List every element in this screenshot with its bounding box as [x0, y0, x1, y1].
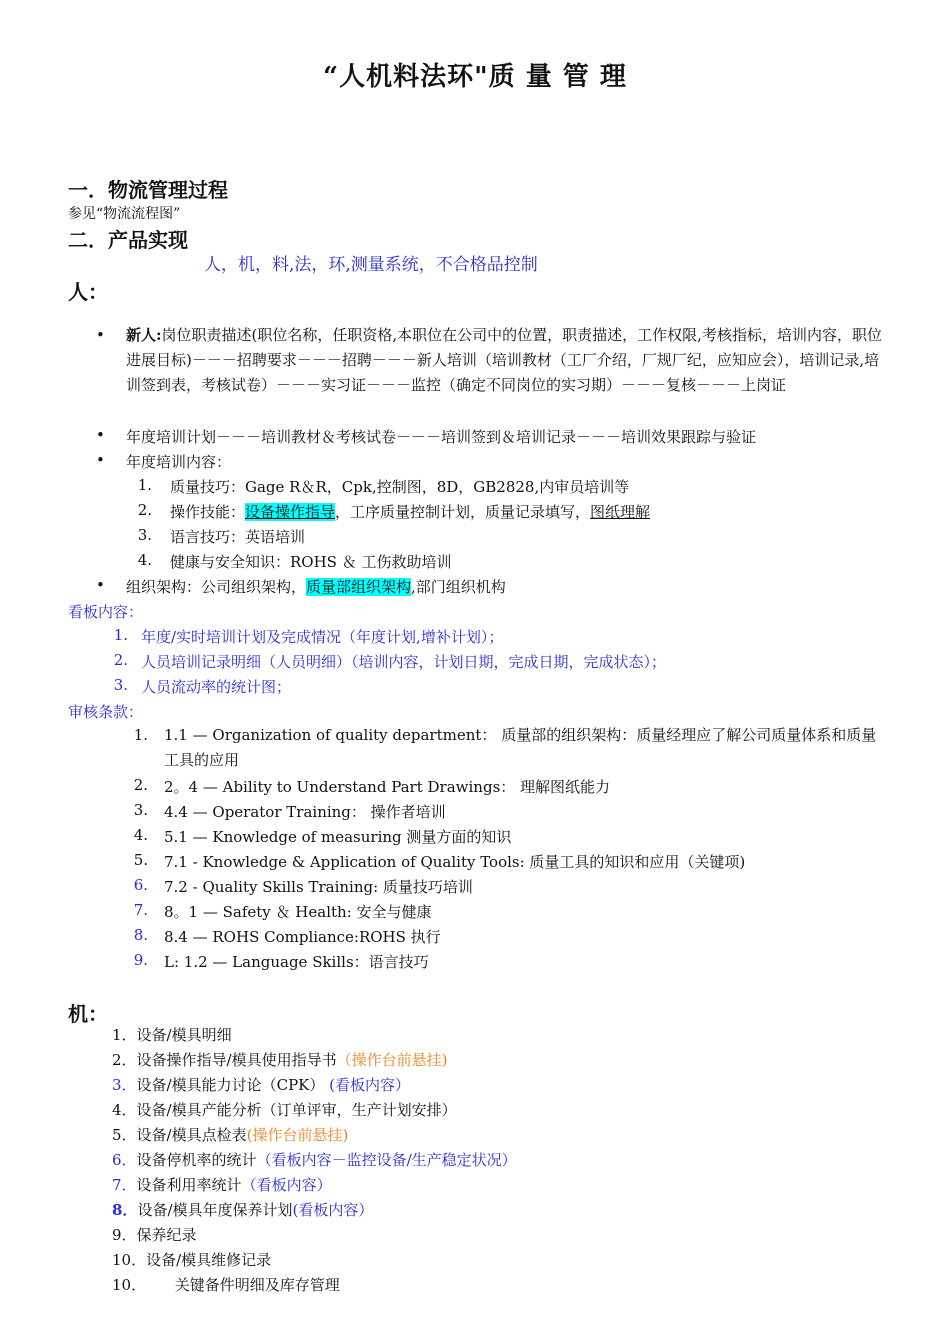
bullet-annual-content: 年度培训内容：: [126, 453, 232, 471]
machine-item-10-text: 设备/模具维修记录: [146, 1251, 272, 1269]
list-number: 3.: [113, 676, 128, 694]
machine-item-10: 10．设备/模具维修记录: [112, 1251, 272, 1269]
list-number: 4.: [137, 551, 152, 569]
machine-item-9-text: 保养纪录: [136, 1226, 197, 1244]
machine-item-6: 6．设备停机率的统计（看板内容－监控设备/生产稳定状况）: [112, 1151, 517, 1169]
bullet-annual-plan: 年度培训计划－－－培训教材＆考核试卷－－－培训签到＆培训记录－－－培训效果跟踪与验证: [126, 428, 757, 446]
audit-item-9: L: 1.2 — Language Skills：语言技巧: [164, 953, 429, 971]
machine-item-1: 1．设备/模具明细: [112, 1026, 232, 1044]
audit-item-2: 2。4 — Ability to Understand Part Drawings： 理解图纸能力: [164, 778, 611, 796]
machine-item-5: 5．设备/模具点检表(操作台前悬挂): [112, 1126, 349, 1144]
machine-item-5-text: 设备/模具点检表: [136, 1126, 247, 1144]
machine-item-9: 9．保养纪录: [112, 1226, 197, 1244]
new-staff-text: 岗位职责描述(职位名称，任职资格,本职位在公司中的位置，职责描述，工作权限,考核指标，培训内容，职位进展目标)－－－招聘要求－－－招聘－－－新人培训（培训教材（工厂介绍，厂规厂纪，应知应会），培训记录,培训签到表，考核试卷）－－－实习证－－－监控（确定不同岗位的实习期）－－－复核－－－上岗证: [126, 326, 882, 394]
audit-item-1: 1.1 — Organization of quality department： 质量部的组织架构：质量经理应了解公司质量体系和质量工具的应用: [164, 726, 877, 769]
machine-item-7: 7．设备利用率统计（看板内容）: [112, 1176, 332, 1194]
quality-org-highlight: 质量部组织架构: [306, 578, 412, 596]
list-number: 2.: [137, 501, 152, 519]
section-1-heading: 一．物流管理过程: [68, 178, 228, 202]
kanban-item-1: 年度/实时培训计划及完成情况（年度计划,增补计划）；: [141, 628, 504, 646]
machine-item-6-tag: （看板内容－监控设备/生产稳定状况）: [256, 1151, 517, 1169]
audit-item-7: 8。1 — Safety ＆ Health: 安全与健康: [164, 903, 432, 921]
machine-item-7-tag: （看板内容）: [241, 1176, 332, 1194]
new-staff-label: 新人:: [126, 326, 162, 344]
list-number: 7.: [133, 901, 148, 919]
machine-item-2-tag: （操作台前悬挂): [336, 1051, 448, 1069]
machine-item-11-text: 关键备件明细及库存管理: [174, 1276, 340, 1294]
list-number: 3.: [137, 526, 152, 544]
section-2-heading: 二．产品实现: [68, 228, 188, 252]
bullet-icon: •: [96, 576, 105, 594]
section-2-subtitle: 人，机，料,法，环,测量系统，不合格品控制: [204, 255, 538, 275]
bullet-new-staff: [126, 323, 884, 398]
equipment-guide-link[interactable]: 设备操作指导: [245, 503, 336, 521]
document-title: “人机料法环"质 量 管 理: [323, 62, 627, 92]
kanban-item-3: 人员流动率的统计图；: [141, 678, 292, 696]
list-number: 9.: [133, 951, 148, 969]
training-item-3: 语言技巧：英语培训: [170, 528, 306, 546]
machine-item-1-text: 设备/模具明细: [136, 1026, 232, 1044]
machine-item-4-text: 设备/模具产能分析（订单评审，生产计划安排）: [136, 1101, 457, 1119]
org-structure-suffix: ,部门组织机构: [411, 578, 506, 596]
machine-item-8-tag: (看板内容）: [292, 1201, 374, 1219]
audit-item-8: 8.4 — ROHS Compliance:ROHS 执行: [164, 928, 441, 946]
ren-heading: 人：: [68, 280, 108, 304]
machine-item-11: 10． 关键备件明细及库存管理: [112, 1276, 340, 1294]
machine-item-6-text: 设备停机率的统计: [136, 1151, 257, 1169]
list-number: 6.: [133, 876, 148, 894]
audit-heading: 审核条款：: [68, 703, 144, 721]
kanban-heading: 看板内容：: [68, 603, 144, 621]
section-1-note: 参见“物流流程图”: [68, 206, 181, 222]
list-number: 1.: [133, 726, 148, 744]
list-number: 4.: [133, 826, 148, 844]
org-structure-prefix: 组织架构：公司组织架构，: [126, 578, 307, 596]
machine-item-3: 3．设备/模具能力讨论（CPK） (看板内容）: [112, 1076, 411, 1094]
training-item-4: 健康与安全知识：ROHS ＆ 工伤救助培训: [170, 553, 452, 571]
machine-item-2-text: 设备操作指导/模具使用指导书: [136, 1051, 337, 1069]
audit-item-4: 5.1 — Knowledge of measuring 测量方面的知识: [164, 828, 512, 846]
list-number: 5.: [133, 851, 148, 869]
ji-heading: 机：: [68, 1002, 108, 1026]
bullet-icon: •: [96, 326, 105, 344]
bullet-icon: •: [96, 451, 105, 469]
kanban-item-2: 人员培训记录明细（人员明细）（培训内容，计划日期，完成日期，完成状态）；: [141, 653, 667, 671]
list-number: 8.: [133, 926, 148, 944]
training-item-2: [170, 501, 650, 522]
machine-item-4: 4．设备/模具产能分析（订单评审，生产计划安排）: [112, 1101, 457, 1119]
audit-item-6: 7.2 - Quality Skills Training: 质量技巧培训: [164, 878, 473, 896]
list-number: 1.: [137, 476, 152, 494]
drawing-understanding-link[interactable]: 图纸理解: [590, 503, 651, 521]
bullet-icon: •: [96, 426, 105, 444]
list-number: 2.: [113, 651, 128, 669]
machine-item-2: 2．设备操作指导/模具使用指导书（操作台前悬挂): [112, 1051, 448, 1069]
machine-item-8: 8．设备/模具年度保养计划(看板内容）: [112, 1201, 374, 1219]
machine-item-3-tag: (看板内容）: [329, 1076, 411, 1094]
machine-item-8-text: 设备/模具年度保养计划: [137, 1201, 293, 1219]
list-number: 3.: [133, 801, 148, 819]
audit-item-3: 4.4 — Operator Training： 操作者培训: [164, 803, 446, 821]
list-number: 1.: [113, 626, 128, 644]
machine-item-7-text: 设备利用率统计: [136, 1176, 242, 1194]
bullet-org-structure: [126, 576, 506, 597]
training-item-1: 质量技巧：Gage R＆R，Cpk,控制图，8D，GB2828,内审员培训等: [170, 478, 630, 496]
machine-item-3-text: 设备/模具能力讨论（CPK）: [136, 1076, 325, 1094]
audit-item-5: 7.1 - Knowledge & Application of Quality Tools: 质量工具的知识和应用（关键项): [164, 853, 746, 871]
training-item-2-middle: ，工序质量控制计划，质量记录填写，: [335, 503, 591, 521]
machine-item-5-tag: (操作台前悬挂): [246, 1126, 349, 1144]
training-item-2-prefix: 操作技能：: [170, 503, 246, 521]
list-number: 2.: [133, 776, 148, 794]
